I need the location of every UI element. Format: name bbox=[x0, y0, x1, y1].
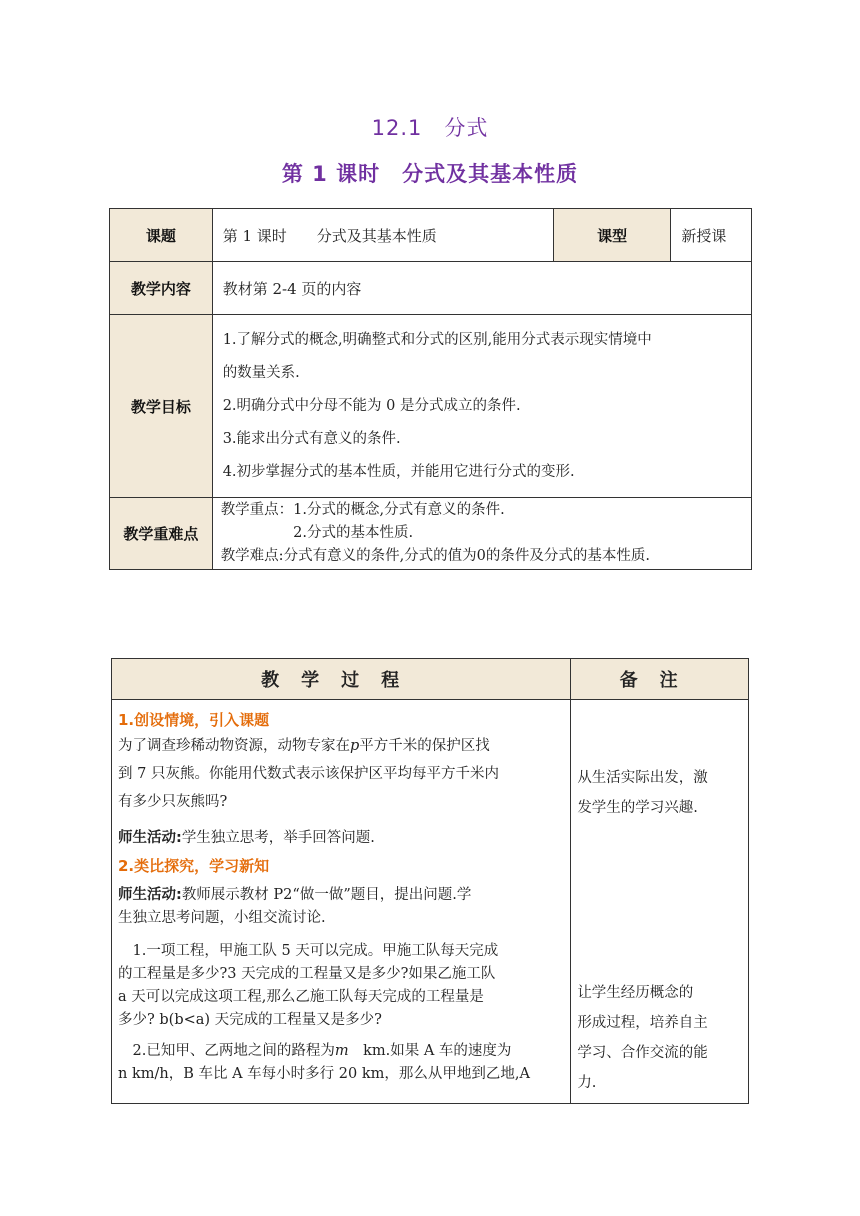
activity-text: 学生独立思考，举手回答问题. bbox=[181, 830, 375, 846]
note-line: 力. bbox=[577, 1075, 597, 1091]
page-subtitle: 第 1 课时 分式及其基本性质 bbox=[281, 162, 579, 186]
keypoint-line: 教学重点：1.分式的概念,分式有意义的条件. bbox=[220, 502, 505, 518]
teaching-process-table bbox=[111, 658, 749, 1104]
note-line: 发学生的学习兴趣. bbox=[577, 800, 698, 816]
question-1 bbox=[118, 940, 564, 1032]
keypoints-cell bbox=[212, 498, 751, 570]
question-line: a 天可以完成这项工程,那么乙施工队每天完成的工程量是 bbox=[118, 989, 484, 1005]
goal-line: 4.初步掌握分式的基本性质，并能用它进行分式的变形. bbox=[222, 463, 575, 480]
section-2-title: 2.类比探究，学习新知 bbox=[118, 857, 270, 875]
type-label: 课型 bbox=[553, 209, 670, 262]
scenario-line: 平方千米的保护区找 bbox=[359, 738, 490, 754]
variable-m: m bbox=[334, 1043, 349, 1059]
goals-cell bbox=[212, 315, 751, 498]
activity-label: 师生活动: bbox=[118, 887, 182, 903]
activity-label: 师生活动: bbox=[118, 830, 182, 846]
goal-line: 的数量关系. bbox=[222, 364, 300, 381]
notes-content bbox=[571, 700, 749, 1104]
keypoints-label: 教学重难点 bbox=[110, 498, 213, 570]
type-value: 新授课 bbox=[671, 209, 752, 262]
goal-line: 2.明确分式中分母不能为 0 是分式成立的条件. bbox=[222, 397, 521, 414]
scenario-line: 到 7 只灰熊。你能用代数式表示该保护区平均每平方千米内 bbox=[118, 766, 499, 782]
lesson-info-table bbox=[109, 208, 752, 570]
keypoint-line: 2.分式的基本性质. bbox=[220, 525, 414, 541]
scenario-line: 为了调查珍稀动物资源，动物专家在 bbox=[118, 738, 350, 754]
note-line: 形成过程，培养自主 bbox=[577, 1015, 708, 1031]
section-1-title: 1.创设情境，引入课题 bbox=[118, 711, 270, 729]
content-label: 教学内容 bbox=[110, 262, 213, 315]
variable-p: p bbox=[350, 738, 360, 754]
goals-label: 教学目标 bbox=[110, 315, 213, 498]
question-line: 2.已知甲、乙两地之间的路程为 bbox=[118, 1043, 335, 1059]
question-line: 1.一项工程，甲施工队 5 天可以完成。甲施工队每天完成 bbox=[118, 943, 499, 959]
scenario-line: 有多少只灰熊吗? bbox=[118, 794, 228, 810]
activity-text: 生独立思考问题，小组交流讨论. bbox=[118, 910, 326, 926]
note-line: 学习、合作交流的能 bbox=[577, 1045, 708, 1061]
activity-2 bbox=[118, 884, 564, 930]
goal-line: 1.了解分式的概念,明确整式和分式的区别,能用分式表示现实情境中 bbox=[222, 331, 652, 348]
goal-line: 3.能求出分式有意义的条件. bbox=[222, 430, 401, 447]
note-line: 让学生经历概念的 bbox=[577, 985, 694, 1001]
note-line: 从生活实际出发，激 bbox=[577, 770, 708, 786]
question-line: km.如果 A 车的速度为 bbox=[348, 1043, 512, 1059]
process-content bbox=[112, 700, 571, 1104]
question-line: 的工程量是多少?3 天完成的工程量又是多少?如果乙施工队 bbox=[118, 966, 496, 982]
page-title: 12.1 分式 bbox=[371, 116, 489, 140]
question-line: n km/h，B 车比 A 车每小时多行 20 km，那么从甲地到乙地,A bbox=[118, 1066, 530, 1082]
content-value: 教材第 2-4 页的内容 bbox=[212, 262, 751, 315]
activity-1 bbox=[118, 824, 564, 852]
keypoint-line: 教学难点:分式有意义的条件,分式的值为0的条件及分式的基本性质. bbox=[220, 548, 651, 564]
activity-text: 教师展示教材 P2“做一做”题目，提出问题.学 bbox=[181, 887, 472, 903]
note-1 bbox=[577, 763, 742, 823]
process-header: 教学过程 bbox=[112, 659, 571, 700]
scenario-text bbox=[118, 732, 564, 816]
topic-value: 第 1 课时 分式及其基本性质 bbox=[212, 209, 553, 262]
question-2 bbox=[118, 1040, 564, 1086]
question-line: 多少? b(b<a) 天完成的工程量又是多少? bbox=[118, 1012, 382, 1028]
topic-label: 课题 bbox=[110, 209, 213, 262]
notes-header: 备注 bbox=[571, 659, 749, 700]
note-2 bbox=[577, 978, 742, 1098]
